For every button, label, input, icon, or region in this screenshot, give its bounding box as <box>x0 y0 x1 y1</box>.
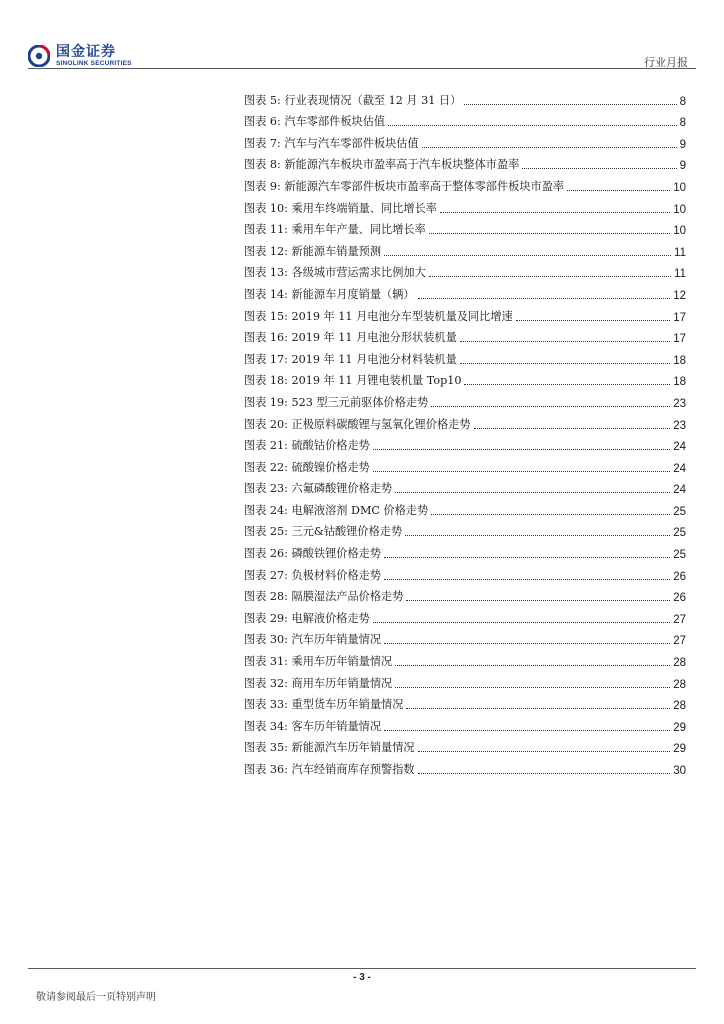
toc-entry-page: 29 <box>673 743 686 756</box>
toc-entry-page: 25 <box>673 505 686 518</box>
toc-dot-leader <box>395 687 670 688</box>
toc-entry[interactable] <box>244 734 686 756</box>
toc-entry-title: 重型货车历年销量情况 <box>291 698 404 712</box>
toc-entry-page: 24 <box>673 441 686 454</box>
toc-entry-title: 乘用车终端销量、同比增长率 <box>291 201 437 215</box>
toc-entry[interactable] <box>244 453 686 475</box>
toc-dot-leader <box>516 320 671 321</box>
toc-entry[interactable] <box>244 691 686 713</box>
toc-entry-page: 17 <box>673 333 686 346</box>
toc-entry-label: 图表 24: <box>244 503 288 517</box>
toc-entry-label: 图表 20: <box>244 417 288 431</box>
toc-entry-title: 汽车与汽车零部件板块估值 <box>284 136 419 150</box>
document-type: 行业月报 <box>644 56 688 69</box>
toc-dot-leader <box>464 384 670 385</box>
toc-entry-page: 28 <box>673 700 686 713</box>
toc-entry-title: 客车历年销量情况 <box>291 719 382 733</box>
toc-dot-leader <box>422 147 677 148</box>
toc-dot-leader <box>431 514 670 515</box>
toc-entry[interactable] <box>244 129 686 151</box>
toc-entry-label: 图表 26: <box>244 547 288 561</box>
toc-dot-leader <box>384 255 671 256</box>
toc-entry[interactable] <box>244 151 686 173</box>
toc-entry-title: 2019 年 11 月电池分车型装机量及同比增速 <box>291 309 513 323</box>
toc-entry-label: 图表 16: <box>244 331 288 345</box>
toc-entry-title: 行业表现情况（截至 12 月 31 日） <box>284 93 462 107</box>
toc-entry[interactable] <box>244 194 686 216</box>
toc-entry[interactable] <box>244 475 686 497</box>
toc-entry-page: 11 <box>674 268 686 281</box>
toc-dot-leader <box>384 730 670 731</box>
toc-dot-leader <box>429 276 671 277</box>
toc-entry-page: 25 <box>673 549 686 562</box>
toc-entry-page: 10 <box>673 225 686 238</box>
toc-entry-title: 正极原料碳酸锂与氢氧化锂价格走势 <box>291 417 471 431</box>
toc-entry-page: 30 <box>673 765 686 777</box>
toc-dot-leader <box>431 406 670 407</box>
toc-entry[interactable] <box>244 669 686 691</box>
toc-entry[interactable] <box>244 432 686 454</box>
toc-entry-title: 磷酸铁锂价格走势 <box>291 547 382 561</box>
toc-entry-label: 图表 13: <box>244 266 288 280</box>
toc-entry-label: 图表 19: <box>244 395 288 409</box>
toc-entry-label: 图表 32: <box>244 676 288 690</box>
toc-entry[interactable] <box>244 302 686 324</box>
toc-entry-title: 乘用车历年销量情况 <box>291 655 393 669</box>
toc-entry-page: 17 <box>673 311 686 324</box>
toc-entry-page: 10 <box>673 181 686 194</box>
logo-english-name: SINOLINK SECURITIES <box>56 59 132 67</box>
toc-entry-title: 汽车历年销量情况 <box>291 633 382 647</box>
toc-entry-label: 图表 29: <box>244 611 288 625</box>
toc-entry-page: 10 <box>673 203 686 216</box>
toc-entry-page: 26 <box>673 592 686 605</box>
toc-entry-label: 图表 17: <box>244 352 288 366</box>
toc-dot-leader <box>384 579 670 580</box>
toc-entry[interactable] <box>244 108 686 130</box>
toc-entry-label: 图表 12: <box>244 244 288 258</box>
footer-divider <box>28 968 696 969</box>
toc-dot-leader <box>429 233 670 234</box>
toc-entry-page: 18 <box>673 354 686 367</box>
toc-entry-label: 图表 33: <box>244 698 288 712</box>
toc-entry[interactable] <box>244 172 686 194</box>
toc-dot-leader <box>418 751 671 752</box>
toc-dot-leader <box>373 622 670 623</box>
toc-entry[interactable] <box>244 755 686 777</box>
toc-entry[interactable] <box>244 237 686 259</box>
toc-entry-title: 汽车经销商库存预警指数 <box>291 763 415 776</box>
toc-entry[interactable] <box>244 345 686 367</box>
toc-dot-leader <box>388 125 677 126</box>
toc-entry-page: 29 <box>673 721 686 734</box>
toc-entry-page: 27 <box>673 635 686 648</box>
toc-dot-leader <box>395 665 670 666</box>
toc-dot-leader <box>418 773 671 774</box>
toc-entry-label: 图表 22: <box>244 460 288 474</box>
toc-entry[interactable] <box>244 626 686 648</box>
toc-entry[interactable] <box>244 518 686 540</box>
toc-entry-page: 8 <box>679 95 686 108</box>
toc-entry[interactable] <box>244 647 686 669</box>
toc-entry-title: 负极材料价格走势 <box>291 568 382 582</box>
toc-entry-page: 23 <box>673 419 686 432</box>
toc-entry-title: 新能源汽车历年销量情况 <box>291 741 415 755</box>
toc-dot-leader <box>384 557 670 558</box>
toc-entry[interactable] <box>244 388 686 410</box>
toc-entry[interactable] <box>244 604 686 626</box>
toc-dot-leader <box>474 428 671 429</box>
toc-entry-label: 图表 7: <box>244 136 281 150</box>
toc-entry-label: 图表 36: <box>244 763 288 776</box>
toc-dot-leader <box>464 104 676 105</box>
toc-entry-title: 各级城市营运需求比例加大 <box>291 266 426 280</box>
toc-entry-title: 硫酸钴价格走势 <box>291 439 370 453</box>
toc-entry-title: 新能源车月度销量（辆） <box>291 287 415 301</box>
toc-entry-title: 电解液价格走势 <box>291 611 370 625</box>
toc-entry-label: 图表 11: <box>244 223 288 237</box>
toc-entry-title: 523 型三元前驱体价格走势 <box>291 395 429 409</box>
page-header <box>0 0 724 70</box>
toc-entry-title: 乘用车年产量、同比增长率 <box>291 223 426 237</box>
toc-entry-label: 图表 15: <box>244 309 288 323</box>
toc-entry[interactable] <box>244 561 686 583</box>
toc-entry-label: 图表 5: <box>244 93 281 107</box>
toc-entry[interactable] <box>244 324 686 346</box>
toc-dot-leader <box>440 212 670 213</box>
toc-entry-label: 图表 23: <box>244 482 288 496</box>
toc-entry-page: 23 <box>673 397 686 410</box>
toc-entry-title: 新能源车销量预测 <box>291 244 382 258</box>
toc-entry[interactable] <box>244 583 686 605</box>
toc-dot-leader <box>522 168 676 169</box>
toc-dot-leader <box>405 535 670 536</box>
toc-entry-page: 12 <box>673 289 686 302</box>
toc-dot-leader <box>418 298 671 299</box>
toc-entry[interactable] <box>244 410 686 432</box>
toc-entry-page: 9 <box>679 160 686 173</box>
logo-chinese-name: 国金证券 <box>56 43 116 60</box>
toc-entry-label: 图表 14: <box>244 287 288 301</box>
toc-dot-leader <box>567 190 670 191</box>
toc-entry-title: 硫酸镍价格走势 <box>291 460 370 474</box>
toc-entry-title: 2019 年 11 月锂电装机量 Top10 <box>291 374 462 388</box>
toc-entry[interactable] <box>244 712 686 734</box>
toc-entry-label: 图表 27: <box>244 568 288 582</box>
toc-entry[interactable] <box>244 86 686 108</box>
toc-entry-title: 电解液溶剂 DMC 价格走势 <box>291 503 429 517</box>
toc-entry-page: 8 <box>679 117 686 130</box>
toc-entry-title: 新能源汽车零部件板块市盈率高于整体零部件板块市盈率 <box>284 179 565 193</box>
disclaimer-text: 敬请参阅最后一页特别声明 <box>36 992 156 1003</box>
company-logo <box>28 42 132 70</box>
toc-entry-title: 新能源汽车板块市盈率高于汽车板块整体市盈率 <box>284 158 520 172</box>
toc-entry-label: 图表 30: <box>244 633 288 647</box>
toc-entry-title: 2019 年 11 月电池分材料装机量 <box>291 352 457 366</box>
toc-entry-title: 汽车零部件板块估值 <box>284 115 386 129</box>
toc-entry-page: 26 <box>673 570 686 583</box>
toc-entry-page: 27 <box>673 613 686 626</box>
toc-dot-leader <box>460 363 670 364</box>
toc-entry-title: 三元&钴酸锂价格走势 <box>291 525 403 539</box>
table-of-figures <box>244 86 686 777</box>
toc-entry[interactable] <box>244 216 686 238</box>
toc-entry-label: 图表 18: <box>244 374 288 388</box>
toc-entry[interactable] <box>244 539 686 561</box>
toc-entry-label: 图表 25: <box>244 525 288 539</box>
toc-dot-leader <box>460 341 670 342</box>
toc-entry-page: 18 <box>673 376 686 389</box>
toc-entry-label: 图表 21: <box>244 439 288 453</box>
toc-dot-leader <box>406 708 670 709</box>
toc-entry-page: 24 <box>673 484 686 497</box>
toc-entry-page: 28 <box>673 678 686 691</box>
toc-entry-label: 图表 34: <box>244 719 288 733</box>
toc-dot-leader <box>373 449 670 450</box>
toc-dot-leader <box>373 471 670 472</box>
toc-entry-title: 隔膜湿法产品价格走势 <box>291 590 404 604</box>
toc-entry[interactable] <box>244 367 686 389</box>
toc-entry-label: 图表 9: <box>244 179 281 193</box>
toc-entry-title: 2019 年 11 月电池分形状装机量 <box>291 331 457 345</box>
toc-entry-page: 25 <box>673 527 686 540</box>
toc-entry-title: 商用车历年销量情况 <box>291 676 393 690</box>
toc-entry[interactable] <box>244 259 686 281</box>
toc-dot-leader <box>384 643 670 644</box>
toc-entry-page: 11 <box>674 246 686 259</box>
toc-entry-page: 28 <box>673 657 686 670</box>
toc-dot-leader <box>395 492 670 493</box>
toc-entry[interactable] <box>244 280 686 302</box>
toc-entry-label: 图表 35: <box>244 741 288 755</box>
sinolink-logo-icon <box>28 45 50 67</box>
toc-entry-label: 图表 28: <box>244 590 288 604</box>
toc-entry-title: 六氟磷酸锂价格走势 <box>291 482 393 496</box>
toc-entry-label: 图表 31: <box>244 655 288 669</box>
toc-entry-label: 图表 6: <box>244 115 281 129</box>
toc-entry-page: 24 <box>673 462 686 475</box>
toc-entry-page: 9 <box>679 138 686 151</box>
page-number: - 3 - <box>353 972 371 983</box>
header-divider <box>28 68 696 69</box>
toc-entry[interactable] <box>244 496 686 518</box>
toc-entry-label: 图表 10: <box>244 201 288 215</box>
toc-dot-leader <box>406 600 670 601</box>
toc-entry-label: 图表 8: <box>244 158 281 172</box>
